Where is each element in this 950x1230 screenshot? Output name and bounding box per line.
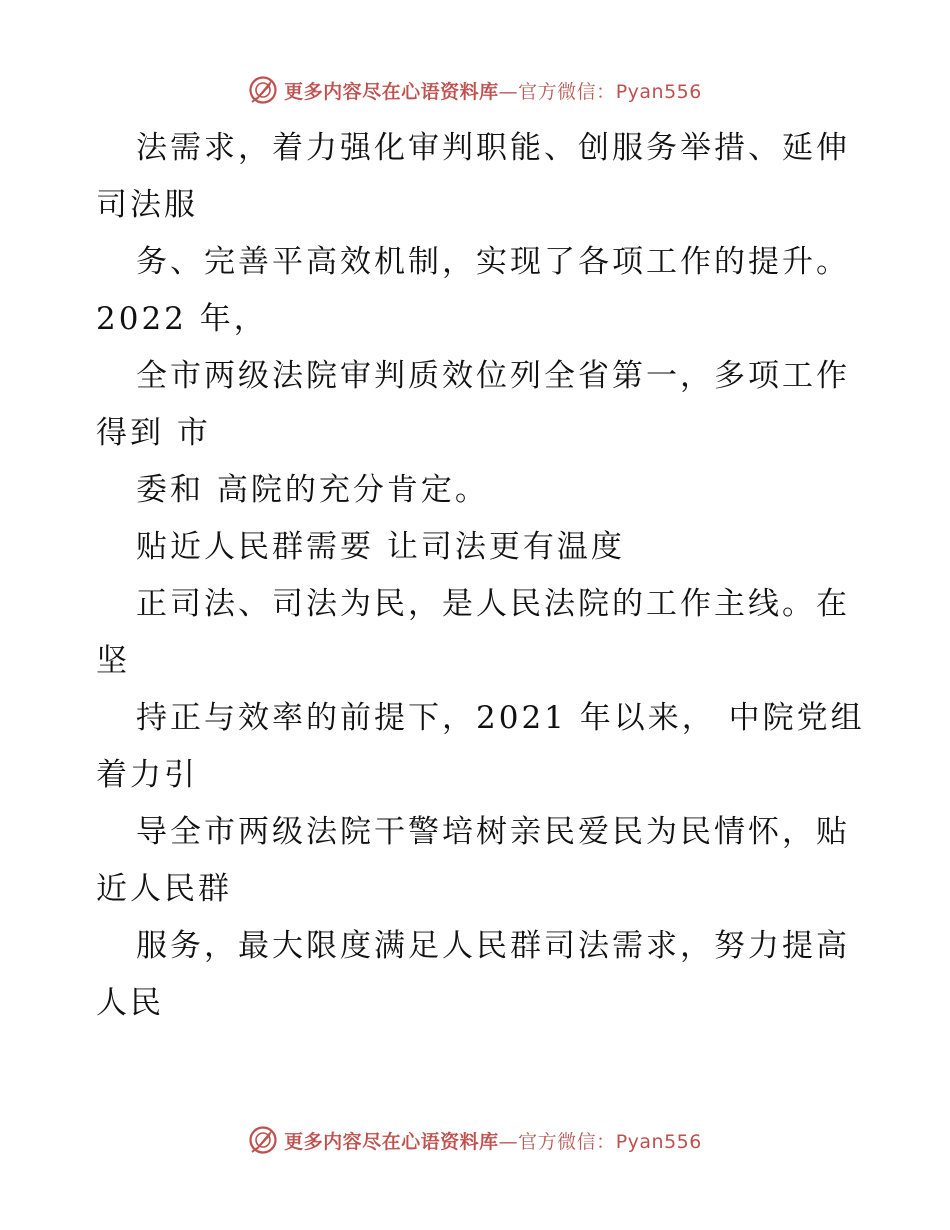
text-line: 得到 市 bbox=[96, 415, 211, 451]
watermark-text bbox=[284, 77, 702, 104]
text-line: 人民 bbox=[96, 985, 164, 1021]
watermark-main: 更多内容尽在心语资料库 bbox=[284, 80, 499, 103]
text-line: 委和 高院的充分肯定。 bbox=[136, 472, 489, 508]
body-text bbox=[96, 120, 865, 1032]
text-line: 法需求，着力强化审判职能、创服务举措、延伸 bbox=[136, 130, 850, 166]
text-line: 服务，最大限度满足人民群司法需求，努力提高 bbox=[136, 928, 850, 964]
text-line: 2022 年， bbox=[96, 301, 268, 337]
text-line: 近人民群 bbox=[96, 871, 232, 907]
watermark-id: Pyan556 bbox=[615, 80, 702, 103]
text-line: 全市两级法院审判质效位列全省第一，多项工作 bbox=[136, 358, 850, 394]
watermark-id: Pyan556 bbox=[615, 1130, 702, 1153]
quill-logo-icon bbox=[248, 1125, 278, 1155]
quill-logo-icon bbox=[248, 75, 278, 105]
text-line: 务、完善平高效机制，实现了各项工作的提升。 bbox=[136, 244, 850, 280]
watermark-text bbox=[284, 1127, 702, 1154]
header-watermark bbox=[0, 70, 950, 110]
text-line: 着力引 bbox=[96, 757, 198, 793]
text-line: 司法服 bbox=[96, 187, 198, 223]
section-heading: 贴近人民群需要 让司法更有温度 bbox=[136, 529, 625, 565]
watermark-sub: —官方微信： bbox=[498, 1130, 616, 1153]
text-line: 导全市两级法院干警培树亲民爱民为民情怀，贴 bbox=[136, 814, 850, 850]
watermark-main: 更多内容尽在心语资料库 bbox=[284, 1130, 499, 1153]
text-line: 持正与效率的前提下，2021 年以来， 中院党组 bbox=[136, 700, 865, 736]
footer-watermark bbox=[0, 1120, 950, 1160]
text-line: 坚 bbox=[96, 643, 130, 679]
text-line: 正司法、司法为民，是人民法院的工作主线。在 bbox=[136, 586, 850, 622]
watermark-sub: —官方微信： bbox=[498, 80, 616, 103]
